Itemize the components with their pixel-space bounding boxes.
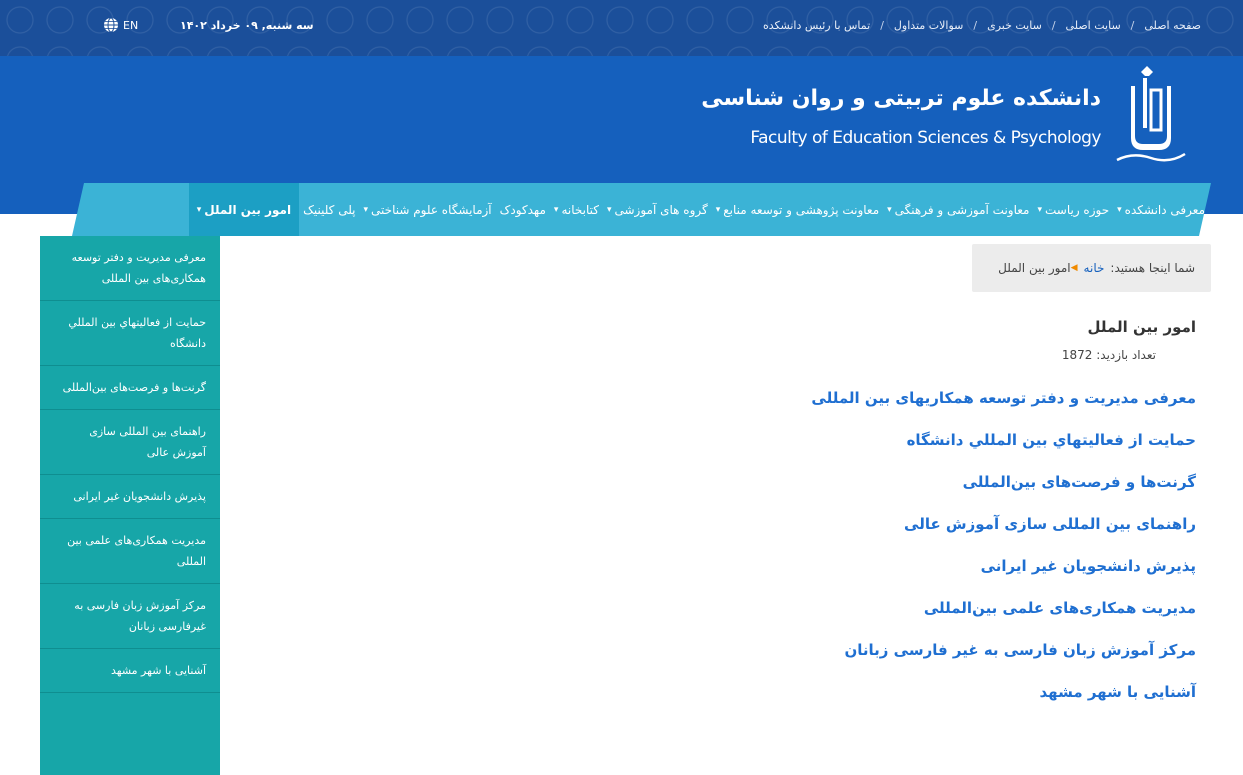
top-link-separator: / [880,19,884,32]
nav-item-library[interactable] [550,203,603,217]
top-link-faq[interactable]: سوالات متداول [893,19,964,32]
nav-item-label: معرفی دانشکده [1124,202,1205,217]
page-title: امور بین الملل [1087,318,1196,336]
top-link-separator: / [1130,19,1135,32]
main-nav [189,183,1209,236]
sidebar-item-support-activities[interactable]: حمايت از فعاليتهاي بين المللي دانشگاه [40,301,220,366]
top-link-main-site[interactable]: سایت اصلی [1065,19,1121,32]
sidebar-item-persian-language-center[interactable]: مرکز آموزش زبان فارسی به غیرفارسی زبانان [40,584,220,649]
nav-item-international[interactable] [189,183,299,236]
top-link-separator: / [973,19,978,32]
faculty-title-persian: دانشکده علوم تربیتی و روان شناسی [701,86,1101,111]
chevron-down-icon: ▾ [363,204,369,215]
content-link-support-activities[interactable]: حمایت از فعالیتهاي بين المللي دانشگاه [906,431,1196,449]
chevron-down-icon: ▾ [1117,204,1122,215]
sidebar-item-scientific-cooperation[interactable]: مدیریت همکاری‌های علمی بین المللی [40,519,220,584]
sidebar-item-grants[interactable]: گرنت‌ها و فرصت‌های بین‌المللی [40,366,220,410]
nav-item-label: کتابخانه [561,202,599,217]
sidebar-item-foreign-admission[interactable]: پذیرش دانشجویان غیر ایرانی [40,475,220,519]
sidebar-menu [40,236,220,775]
nav-item-about[interactable] [1113,203,1209,217]
visit-count: تعداد بازدید: 1872 [1061,348,1156,362]
nav-item-label: معاونت آموزشی و فرهنگی [894,202,1030,217]
faculty-title-english: Faculty of Education Sciences & Psychology [750,128,1101,148]
top-link-contact-dean[interactable]: تماس با رئیس دانشکده [762,19,871,32]
top-links [763,19,1201,32]
content-links [811,386,1196,722]
breadcrumb-current: امور بین الملل [998,261,1071,275]
nav-item-label: پلی کلینیک [303,202,356,217]
chevron-down-icon: ▾ [1037,204,1042,215]
breadcrumb-home[interactable]: خانه [1083,261,1105,275]
content-link-grants[interactable]: گرنت‌ها و فرصت‌های بین‌المللی [962,473,1196,491]
content-link-scientific-cooperation[interactable]: مدیریت همکاری‌های علمی بین‌المللی [923,599,1196,617]
content-link-foreign-admission[interactable]: پذیرش دانشجویان غیر ایرانی [980,557,1196,575]
content-link-mashhad[interactable]: آشنایی با شهر مشهد [1039,683,1196,701]
nav-item-label: حوزه ریاست [1044,202,1110,217]
nav-item-label: امور بین الملل [204,202,292,217]
nav-item-label: گروه های آموزشی [614,202,708,217]
breadcrumb-prefix: شما اینجا هستید: [1110,261,1195,275]
university-logo[interactable] [1113,66,1189,166]
nav-item-label: مهدکودک [499,202,546,217]
chevron-down-icon: ▾ [553,204,559,215]
top-bar [0,0,1243,56]
nav-item-kindergarten[interactable] [496,203,550,217]
nav-item-cognitive-lab[interactable] [360,203,496,217]
content-link-internationalization-guide[interactable]: راهنمای بین المللی سازی آموزش عالی [904,515,1196,533]
sidebar-item-internationalization-guide[interactable]: راهنمای بین المللی سازی آموزش عالی [40,410,220,475]
chevron-down-icon: ▾ [196,204,202,215]
language-label: EN [123,18,139,32]
language-switch[interactable] [103,17,138,33]
nav-item-education-culture[interactable] [883,203,1033,217]
globe-icon [103,17,119,33]
content-link-intl-office[interactable]: معرفی مدیریت و دفتر توسعه همکاریهای بین المللی [811,389,1196,407]
nav-item-polyclinic[interactable] [299,203,359,217]
nav-item-label: آزمایشگاه علوم شناختی [371,202,492,217]
nav-item-departments[interactable] [603,203,712,217]
sidebar-item-intl-office[interactable]: معرفی مدیریت و دفتر توسعه همکاری‌های بین المللی [40,236,220,301]
top-link-home[interactable]: صفحه اصلی [1144,19,1201,32]
top-link-separator: / [1051,19,1056,32]
breadcrumb [972,244,1211,292]
top-link-news-site[interactable]: سایت خبری [987,19,1042,32]
content-link-persian-language-center[interactable]: مرکز آموزش زبان فارسی به غیر فارسی زبانان [844,641,1196,659]
chevron-down-icon: ▾ [887,204,892,215]
nav-item-presidency[interactable] [1033,203,1113,217]
sidebar-item-mashhad[interactable]: آشنایی با شهر مشهد [40,649,220,693]
chevron-down-icon: ▾ [606,204,612,215]
current-date: سه شنبه, ۰۹ خرداد ۱۴۰۲ [180,19,314,32]
nav-item-research[interactable] [712,203,883,217]
chevron-left-icon: ◀ [1070,263,1078,273]
chevron-down-icon: ▾ [715,204,721,215]
nav-item-label: معاونت پژوهشی و توسعه منابع [723,202,880,217]
